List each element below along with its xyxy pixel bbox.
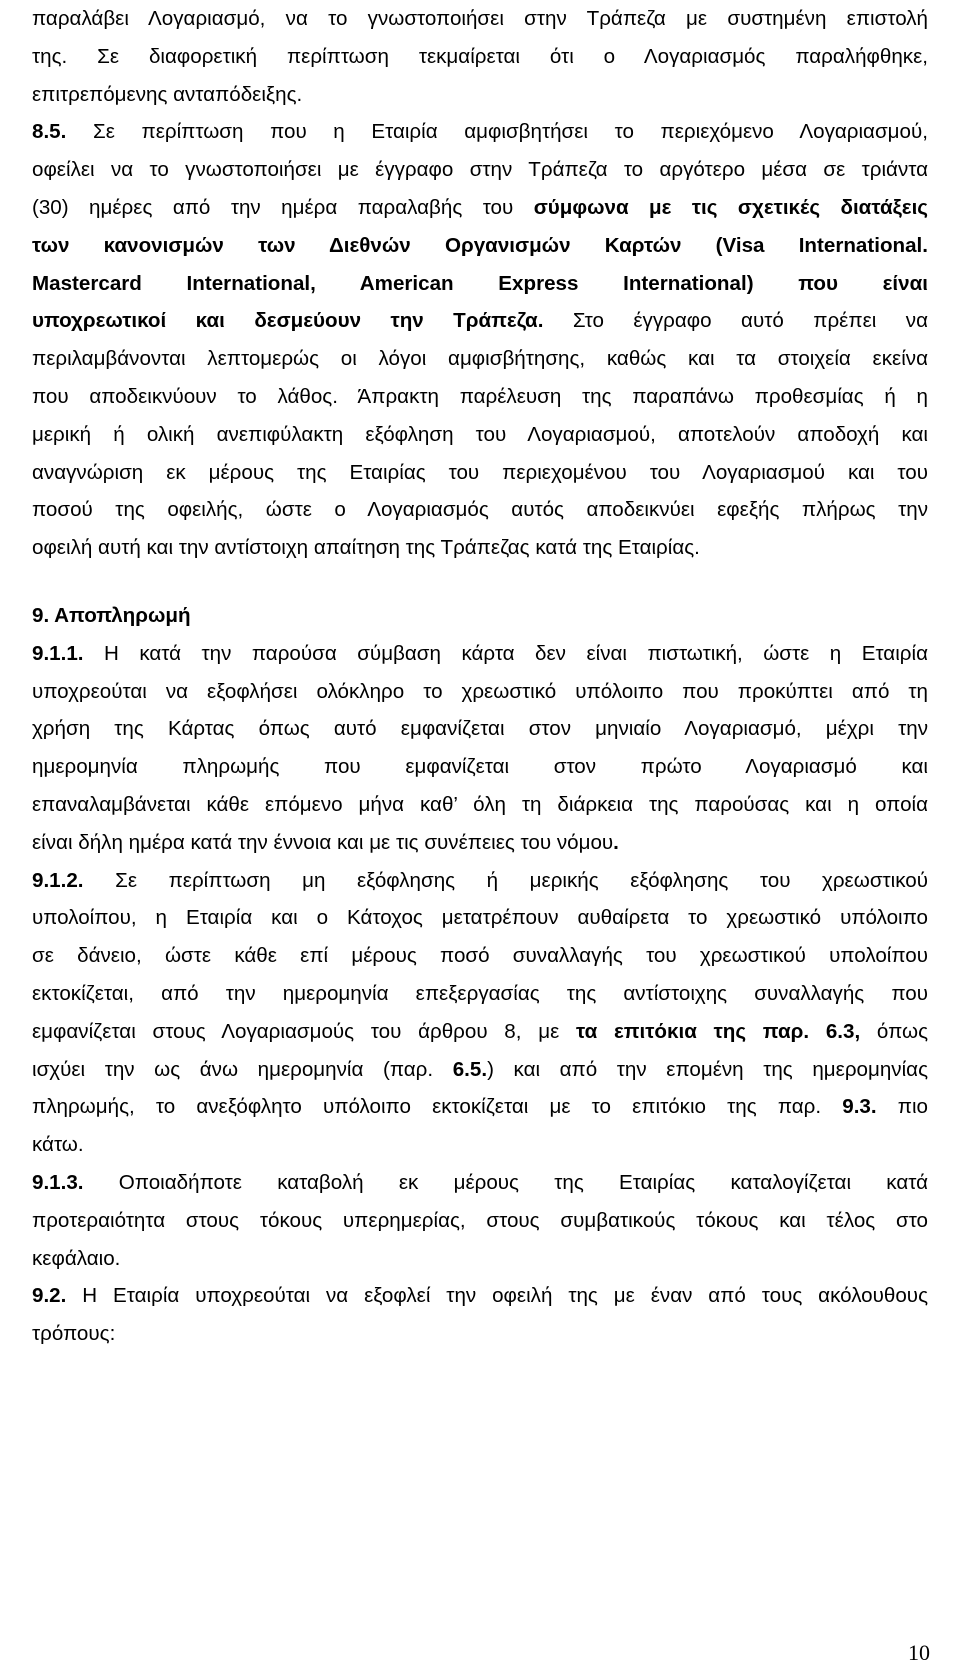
text-run: Σε περίπτωση μη εξόφλησης ή μερικής εξόφλησης του χρεωστικού bbox=[83, 868, 928, 892]
text-run: Η κατά την παρούσα σύμβαση κάρτα δεν είναι πιστωτική, ώστε η Εταιρία bbox=[83, 641, 928, 665]
text-run: πιο bbox=[876, 1095, 928, 1119]
text-run: ισχύει την ως άνω ημερομηνία (παρ. bbox=[32, 1057, 453, 1081]
text-line bbox=[32, 302, 928, 340]
text-run: (30) ημέρες από την ημέρα παραλαβής του bbox=[32, 195, 534, 219]
bold-run: τα επιτόκια της παρ. 6.3, bbox=[575, 1019, 861, 1043]
text-run: όπως bbox=[860, 1019, 928, 1043]
section-number: 9.1.1. bbox=[32, 641, 84, 665]
bold-run: 9.3. bbox=[842, 1095, 877, 1119]
bold-run: 6.5. bbox=[452, 1057, 488, 1081]
text-run: ) και από την επομένη της ημερομηνίας bbox=[487, 1057, 928, 1081]
paragraph-continuation bbox=[32, 0, 928, 113]
text-line: επιτρεπόμενης ανταπόδειξης. bbox=[32, 82, 303, 106]
section-heading-9: 9. Αποπληρωμή bbox=[32, 603, 191, 627]
text-line bbox=[32, 824, 928, 862]
text-line bbox=[32, 1164, 928, 1202]
text-line bbox=[32, 862, 928, 900]
text-line bbox=[32, 189, 928, 227]
text-line: επαναλαμβάνεται κάθε επόμενο μήνα καθ’ όλη τη διάρκεια της παρούσας και η οποία bbox=[32, 792, 928, 816]
text-line: εκτοκίζεται, από την ημερομηνία επεξεργασίας της αντίστοιχης συναλλαγής που bbox=[32, 981, 928, 1005]
text-line: ποσού της οφειλής, ώστε ο Λογαριασμός αυτός αποδεικνύει εφεξής πλήρως την bbox=[32, 498, 928, 522]
text-line: αναγνώριση εκ μέρους της Εταιρίας του περιεχομένου του Λογαριασμού και του bbox=[32, 460, 928, 484]
section-number: 9.2. bbox=[32, 1284, 67, 1308]
text-line: υποχρεούται να εξοφλήσει ολόκληρο το χρεωστικό υπόλοιπο που προκύπτει από τη bbox=[32, 679, 928, 703]
spacer bbox=[32, 567, 928, 597]
text-line: ημερομηνία πληρωμής που εμφανίζεται στον πρώτο Λογαριασμό και bbox=[32, 755, 928, 779]
section-9-1-3 bbox=[32, 1164, 928, 1277]
text-line: προτεραιότητα στους τόκους υπερημερίας, στους συμβατικούς τόκους και τέλος στο bbox=[32, 1208, 928, 1232]
text-line bbox=[32, 1088, 928, 1126]
text-run: εμφανίζεται στους Λογαριασμούς του άρθρου 8, με bbox=[32, 1019, 576, 1043]
text-line: τρόπους: bbox=[32, 1322, 116, 1346]
text-line: περιλαμβάνονται λεπτομερώς οι λόγοι αμφισβήτησης, καθώς και τα στοιχεία εκείνα bbox=[32, 347, 928, 371]
text-line: οφειλή αυτή και την αντίστοιχη απαίτηση της Τράπεζας κατά της Εταιρίας. bbox=[32, 536, 700, 560]
section-9-1-2 bbox=[32, 862, 928, 1164]
bold-run: υποχρεωτικοί και δεσμεύουν την Τράπεζα. bbox=[32, 309, 544, 333]
text-line bbox=[32, 1013, 928, 1051]
text-line: της. Σε διαφορετική περίπτωση τεκμαίρεται ότι ο Λογαριασμός παραλήφθηκε, bbox=[32, 44, 928, 68]
text-line: σε δάνειο, ώστε κάθε επί μέρους ποσό συναλλαγής του χρεωστικού υπολοίπου bbox=[32, 944, 928, 968]
text-line: οφείλει να το γνωστοποιήσει με έγγραφο στην Τράπεζα το αργότερο μέσα σε τριάντα bbox=[32, 158, 928, 182]
text-line bbox=[32, 1051, 928, 1089]
text-line: που αποδεικνύουν το λάθος. Άπρακτη παρέλευση της παραπάνω προθεσμίας ή η bbox=[32, 384, 928, 408]
bold-run: σύμφωνα με τις σχετικές διατάξεις bbox=[533, 195, 928, 219]
text-run: Σε περίπτωση που η Εταιρία αμφισβητήσει το περιεχόμενο Λογαριασμού, bbox=[92, 120, 928, 144]
text-line: παραλάβει Λογαριασμό, να το γνωστοποιήσει στην Τράπεζα με συστημένη επιστολή bbox=[32, 7, 928, 30]
text-line: υπολοίπου, η Εταιρία και ο Κάτοχος μετατρέπουν αυθαίρετα το χρεωστικό υπόλοιπο bbox=[32, 906, 928, 930]
section-9-2 bbox=[32, 1277, 928, 1353]
section-number: 9.1.3. bbox=[32, 1170, 84, 1194]
text-line bbox=[32, 1277, 928, 1315]
text-line: των κανονισμών των Διεθνών Οργανισμών Καρτών (Visa International. bbox=[32, 233, 928, 257]
section-number: 9.1.2. bbox=[32, 868, 84, 892]
text-run: Στο έγγραφο αυτό πρέπει να bbox=[543, 309, 928, 333]
text-line: κεφάλαιο. bbox=[32, 1246, 121, 1270]
page-number: 10 bbox=[908, 1640, 930, 1665]
text-run: είναι δήλη ημέρα κατά την έννοια και με τις συνέπειες του νόμου bbox=[32, 830, 614, 854]
text-line bbox=[32, 113, 928, 151]
section-9-1-1 bbox=[32, 635, 928, 862]
text-line: κάτω. bbox=[32, 1133, 84, 1157]
section-8-5 bbox=[32, 113, 928, 567]
text-line: Mastercard International, American Express International) που είναι bbox=[32, 271, 928, 295]
section-number: 8.5. bbox=[32, 120, 67, 144]
text-run: Οποιαδήποτε καταβολή εκ μέρους της Εταιρίας καταλογίζεται κατά bbox=[83, 1170, 928, 1194]
text-line: χρήση της Κάρτας όπως αυτό εμφανίζεται στον μηνιαίο Λογαριασμό, μέχρι την bbox=[32, 717, 928, 741]
bold-run: . bbox=[613, 830, 619, 854]
text-line bbox=[32, 635, 928, 673]
text-run: πληρωμής, το ανεξόφλητο υπόλοιπο εκτοκίζεται με το επιτόκιο της παρ. bbox=[32, 1095, 843, 1119]
text-line: μερική ή ολική ανεπιφύλακτη εξόφληση του Λογαριασμού, αποτελούν αποδοχή και bbox=[32, 422, 928, 446]
document-page bbox=[32, 0, 928, 1353]
text-run: Η Εταιρία υποχρεούται να εξοφλεί την οφειλή της με έναν από τους ακόλουθους bbox=[66, 1284, 928, 1308]
